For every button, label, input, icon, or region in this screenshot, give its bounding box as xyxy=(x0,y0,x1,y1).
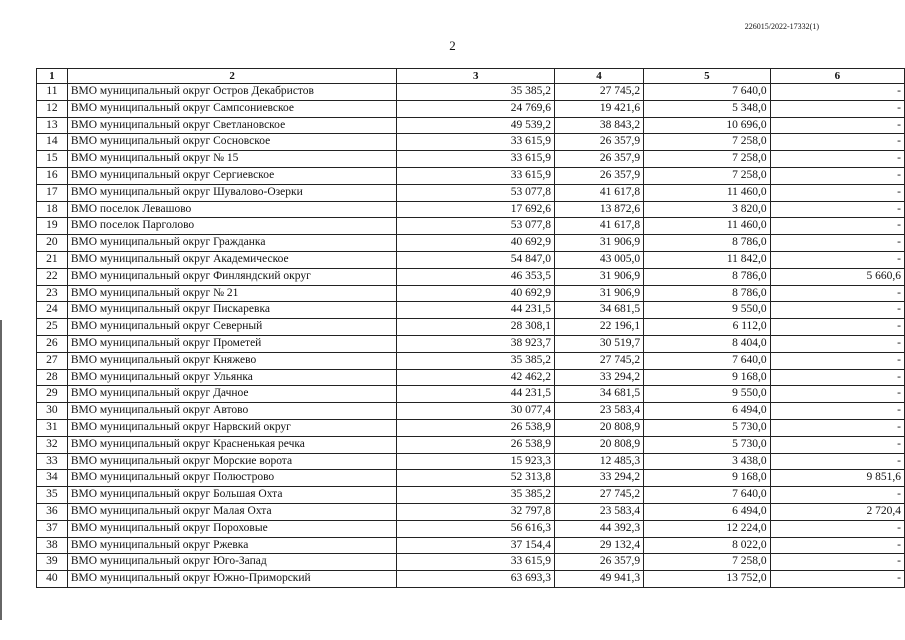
col-6-value-cell: - xyxy=(770,386,904,403)
col-3-value-cell: 33 615,9 xyxy=(397,167,555,184)
col-5-value-cell: 11 460,0 xyxy=(644,218,771,235)
col-3-value-cell: 32 797,8 xyxy=(397,503,555,520)
municipality-name-cell: ВМО муниципальный округ Южно-Приморский xyxy=(67,571,397,588)
header-col-4: 4 xyxy=(555,69,644,84)
col-4-value-cell: 29 132,4 xyxy=(555,537,644,554)
document-number: 226015/2022-17332(1) xyxy=(744,22,819,31)
col-6-value-cell: - xyxy=(770,419,904,436)
row-number-cell: 30 xyxy=(37,403,68,420)
row-number-cell: 19 xyxy=(37,218,68,235)
col-5-value-cell: 12 224,0 xyxy=(644,520,771,537)
row-number-cell: 40 xyxy=(37,571,68,588)
col-6-value-cell: - xyxy=(770,302,904,319)
col-4-value-cell: 41 617,8 xyxy=(555,184,644,201)
row-number-cell: 20 xyxy=(37,235,68,252)
col-4-value-cell: 27 745,2 xyxy=(555,84,644,101)
col-4-value-cell: 27 745,2 xyxy=(555,487,644,504)
col-6-value-cell: - xyxy=(770,520,904,537)
row-number-cell: 37 xyxy=(37,520,68,537)
col-4-value-cell: 27 745,2 xyxy=(555,352,644,369)
col-5-value-cell: 5 730,0 xyxy=(644,419,771,436)
header-col-1: 1 xyxy=(37,69,68,84)
municipality-name-cell: ВМО муниципальный округ Юго-Запад xyxy=(67,554,397,571)
municipality-name-cell: ВМО муниципальный округ Полюстрово xyxy=(67,470,397,487)
municipality-name-cell: ВМО муниципальный округ Ульянка xyxy=(67,369,397,386)
col-6-value-cell: - xyxy=(770,537,904,554)
table-row xyxy=(37,235,905,252)
col-6-value-cell: - xyxy=(770,251,904,268)
col-6-value-cell: - xyxy=(770,352,904,369)
col-4-value-cell: 31 906,9 xyxy=(555,268,644,285)
municipality-name-cell: ВМО муниципальный округ Ржевка xyxy=(67,537,397,554)
page-number: 2 xyxy=(449,38,456,53)
table-row xyxy=(37,503,905,520)
col-3-value-cell: 35 385,2 xyxy=(397,84,555,101)
table-body xyxy=(37,84,905,588)
col-5-value-cell: 9 168,0 xyxy=(644,470,771,487)
col-4-value-cell: 33 294,2 xyxy=(555,470,644,487)
col-5-value-cell: 7 258,0 xyxy=(644,554,771,571)
header-col-5: 5 xyxy=(644,69,771,84)
col-6-value-cell: - xyxy=(770,335,904,352)
col-4-value-cell: 34 681,5 xyxy=(555,386,644,403)
header-col-3: 3 xyxy=(397,69,555,84)
municipality-name-cell: ВМО муниципальный округ Малая Охта xyxy=(67,503,397,520)
col-6-value-cell: - xyxy=(770,151,904,168)
col-3-value-cell: 53 077,8 xyxy=(397,184,555,201)
table-row xyxy=(37,268,905,285)
municipality-name-cell: ВМО муниципальный округ № 15 xyxy=(67,151,397,168)
col-5-value-cell: 6 112,0 xyxy=(644,319,771,336)
row-number-cell: 39 xyxy=(37,554,68,571)
col-4-value-cell: 26 357,9 xyxy=(555,134,644,151)
row-number-cell: 15 xyxy=(37,151,68,168)
table-row xyxy=(37,201,905,218)
col-4-value-cell: 34 681,5 xyxy=(555,302,644,319)
table-row xyxy=(37,419,905,436)
col-4-value-cell: 20 808,9 xyxy=(555,436,644,453)
col-6-value-cell: - xyxy=(770,201,904,218)
municipality-name-cell: ВМО муниципальный округ № 21 xyxy=(67,285,397,302)
col-5-value-cell: 7 258,0 xyxy=(644,134,771,151)
col-3-value-cell: 46 353,5 xyxy=(397,268,555,285)
col-6-value-cell: - xyxy=(770,554,904,571)
data-table xyxy=(36,68,905,588)
col-6-value-cell: 2 720,4 xyxy=(770,503,904,520)
row-number-cell: 25 xyxy=(37,319,68,336)
col-6-value-cell: - xyxy=(770,100,904,117)
col-3-value-cell: 26 538,9 xyxy=(397,436,555,453)
row-number-cell: 16 xyxy=(37,167,68,184)
header-col-2: 2 xyxy=(67,69,397,84)
col-3-value-cell: 15 923,3 xyxy=(397,453,555,470)
table-row xyxy=(37,167,905,184)
col-3-value-cell: 52 313,8 xyxy=(397,470,555,487)
municipality-name-cell: ВМО муниципальный округ Шувалово-Озерки xyxy=(67,184,397,201)
row-number-cell: 36 xyxy=(37,503,68,520)
col-6-value-cell: - xyxy=(770,285,904,302)
col-6-value-cell: - xyxy=(770,218,904,235)
col-4-value-cell: 26 357,9 xyxy=(555,151,644,168)
col-4-value-cell: 49 941,3 xyxy=(555,571,644,588)
header-col-6: 6 xyxy=(770,69,904,84)
col-4-value-cell: 26 357,9 xyxy=(555,167,644,184)
row-number-cell: 31 xyxy=(37,419,68,436)
table-row xyxy=(37,319,905,336)
col-3-value-cell: 17 692,6 xyxy=(397,201,555,218)
col-6-value-cell: - xyxy=(770,167,904,184)
col-3-value-cell: 38 923,7 xyxy=(397,335,555,352)
col-5-value-cell: 8 786,0 xyxy=(644,235,771,252)
municipality-name-cell: ВМО муниципальный округ Пискаревка xyxy=(67,302,397,319)
table-row xyxy=(37,571,905,588)
table-row xyxy=(37,386,905,403)
table-row xyxy=(37,218,905,235)
row-number-cell: 13 xyxy=(37,117,68,134)
row-number-cell: 38 xyxy=(37,537,68,554)
col-6-value-cell: - xyxy=(770,571,904,588)
row-number-cell: 22 xyxy=(37,268,68,285)
municipality-name-cell: ВМО муниципальный округ Автово xyxy=(67,403,397,420)
row-number-cell: 35 xyxy=(37,487,68,504)
col-5-value-cell: 8 786,0 xyxy=(644,285,771,302)
col-4-value-cell: 23 583,4 xyxy=(555,403,644,420)
municipality-name-cell: ВМО поселок Левашово xyxy=(67,201,397,218)
table-row xyxy=(37,537,905,554)
col-6-value-cell: - xyxy=(770,117,904,134)
municipality-name-cell: ВМО муниципальный округ Финляндский округ xyxy=(67,268,397,285)
col-5-value-cell: 10 696,0 xyxy=(644,117,771,134)
col-3-value-cell: 37 154,4 xyxy=(397,537,555,554)
municipality-name-cell: ВМО муниципальный округ Дачное xyxy=(67,386,397,403)
table-row xyxy=(37,369,905,386)
row-number-cell: 26 xyxy=(37,335,68,352)
municipality-name-cell: ВМО муниципальный округ Сампсониевское xyxy=(67,100,397,117)
col-6-value-cell: - xyxy=(770,84,904,101)
col-5-value-cell: 8 404,0 xyxy=(644,335,771,352)
col-4-value-cell: 33 294,2 xyxy=(555,369,644,386)
row-number-cell: 32 xyxy=(37,436,68,453)
col-4-value-cell: 30 519,7 xyxy=(555,335,644,352)
col-3-value-cell: 49 539,2 xyxy=(397,117,555,134)
col-4-value-cell: 23 583,4 xyxy=(555,503,644,520)
col-4-value-cell: 43 005,0 xyxy=(555,251,644,268)
col-3-value-cell: 26 538,9 xyxy=(397,419,555,436)
row-number-cell: 17 xyxy=(37,184,68,201)
col-5-value-cell: 7 640,0 xyxy=(644,487,771,504)
col-5-value-cell: 7 640,0 xyxy=(644,84,771,101)
row-number-cell: 24 xyxy=(37,302,68,319)
col-5-value-cell: 6 494,0 xyxy=(644,403,771,420)
table-row xyxy=(37,251,905,268)
col-4-value-cell: 13 872,6 xyxy=(555,201,644,218)
col-5-value-cell: 8 786,0 xyxy=(644,268,771,285)
municipality-name-cell: ВМО муниципальный округ Сосновское xyxy=(67,134,397,151)
municipality-name-cell: ВМО муниципальный округ Остров Декабристов xyxy=(67,84,397,101)
col-5-value-cell: 3 438,0 xyxy=(644,453,771,470)
table-row xyxy=(37,134,905,151)
col-4-value-cell: 31 906,9 xyxy=(555,235,644,252)
col-3-value-cell: 33 615,9 xyxy=(397,134,555,151)
col-6-value-cell: - xyxy=(770,453,904,470)
municipality-name-cell: ВМО муниципальный округ Северный xyxy=(67,319,397,336)
row-number-cell: 23 xyxy=(37,285,68,302)
table-row xyxy=(37,554,905,571)
table-row xyxy=(37,436,905,453)
col-5-value-cell: 9 550,0 xyxy=(644,302,771,319)
col-4-value-cell: 20 808,9 xyxy=(555,419,644,436)
col-3-value-cell: 40 692,9 xyxy=(397,235,555,252)
col-4-value-cell: 31 906,9 xyxy=(555,285,644,302)
municipality-name-cell: ВМО муниципальный округ Красненькая речка xyxy=(67,436,397,453)
col-5-value-cell: 6 494,0 xyxy=(644,503,771,520)
col-6-value-cell: 5 660,6 xyxy=(770,268,904,285)
table-row xyxy=(37,100,905,117)
col-5-value-cell: 7 640,0 xyxy=(644,352,771,369)
col-6-value-cell: - xyxy=(770,184,904,201)
municipality-name-cell: ВМО муниципальный округ Светлановское xyxy=(67,117,397,134)
municipality-name-cell: ВМО муниципальный округ Академическое xyxy=(67,251,397,268)
row-number-cell: 18 xyxy=(37,201,68,218)
row-number-cell: 11 xyxy=(37,84,68,101)
municipality-name-cell: ВМО муниципальный округ Большая Охта xyxy=(67,487,397,504)
col-3-value-cell: 40 692,9 xyxy=(397,285,555,302)
table-row xyxy=(37,453,905,470)
row-number-cell: 29 xyxy=(37,386,68,403)
row-number-cell: 12 xyxy=(37,100,68,117)
col-6-value-cell: - xyxy=(770,134,904,151)
municipality-name-cell: ВМО муниципальный округ Морские ворота xyxy=(67,453,397,470)
municipality-name-cell: ВМО поселок Парголово xyxy=(67,218,397,235)
col-6-value-cell: - xyxy=(770,403,904,420)
col-3-value-cell: 35 385,2 xyxy=(397,352,555,369)
col-6-value-cell: - xyxy=(770,436,904,453)
col-5-value-cell: 9 550,0 xyxy=(644,386,771,403)
col-5-value-cell: 3 820,0 xyxy=(644,201,771,218)
table-row xyxy=(37,335,905,352)
col-5-value-cell: 5 348,0 xyxy=(644,100,771,117)
table-row xyxy=(37,487,905,504)
col-3-value-cell: 63 693,3 xyxy=(397,571,555,588)
col-3-value-cell: 33 615,9 xyxy=(397,151,555,168)
table-row xyxy=(37,151,905,168)
col-5-value-cell: 8 022,0 xyxy=(644,537,771,554)
municipality-name-cell: ВМО муниципальный округ Пороховые xyxy=(67,520,397,537)
col-4-value-cell: 22 196,1 xyxy=(555,319,644,336)
col-4-value-cell: 41 617,8 xyxy=(555,218,644,235)
col-3-value-cell: 28 308,1 xyxy=(397,319,555,336)
table-row xyxy=(37,184,905,201)
col-5-value-cell: 11 842,0 xyxy=(644,251,771,268)
col-4-value-cell: 12 485,3 xyxy=(555,453,644,470)
municipality-name-cell: ВМО муниципальный округ Княжево xyxy=(67,352,397,369)
table-row xyxy=(37,84,905,101)
col-3-value-cell: 33 615,9 xyxy=(397,554,555,571)
col-3-value-cell: 42 462,2 xyxy=(397,369,555,386)
col-3-value-cell: 35 385,2 xyxy=(397,487,555,504)
col-5-value-cell: 11 460,0 xyxy=(644,184,771,201)
col-5-value-cell: 13 752,0 xyxy=(644,571,771,588)
col-4-value-cell: 26 357,9 xyxy=(555,554,644,571)
row-number-cell: 21 xyxy=(37,251,68,268)
municipality-name-cell: ВМО муниципальный округ Прометей xyxy=(67,335,397,352)
header-row xyxy=(37,69,905,84)
col-3-value-cell: 54 847,0 xyxy=(397,251,555,268)
municipality-name-cell: ВМО муниципальный округ Нарвский округ xyxy=(67,419,397,436)
row-number-cell: 14 xyxy=(37,134,68,151)
col-3-value-cell: 44 231,5 xyxy=(397,302,555,319)
table-row xyxy=(37,117,905,134)
col-3-value-cell: 24 769,6 xyxy=(397,100,555,117)
table-row xyxy=(37,520,905,537)
municipality-name-cell: ВМО муниципальный округ Гражданка xyxy=(67,235,397,252)
table-row xyxy=(37,352,905,369)
col-6-value-cell: - xyxy=(770,369,904,386)
col-4-value-cell: 19 421,6 xyxy=(555,100,644,117)
col-4-value-cell: 38 843,2 xyxy=(555,117,644,134)
col-5-value-cell: 5 730,0 xyxy=(644,436,771,453)
col-5-value-cell: 7 258,0 xyxy=(644,167,771,184)
table-row xyxy=(37,403,905,420)
col-3-value-cell: 30 077,4 xyxy=(397,403,555,420)
row-number-cell: 27 xyxy=(37,352,68,369)
page-edge-line xyxy=(0,320,2,620)
table-row xyxy=(37,285,905,302)
col-5-value-cell: 9 168,0 xyxy=(644,369,771,386)
table-row xyxy=(37,302,905,319)
col-6-value-cell: - xyxy=(770,235,904,252)
col-6-value-cell: - xyxy=(770,319,904,336)
col-6-value-cell: 9 851,6 xyxy=(770,470,904,487)
col-3-value-cell: 53 077,8 xyxy=(397,218,555,235)
col-6-value-cell: - xyxy=(770,487,904,504)
col-5-value-cell: 7 258,0 xyxy=(644,151,771,168)
table-row xyxy=(37,470,905,487)
row-number-cell: 28 xyxy=(37,369,68,386)
row-number-cell: 33 xyxy=(37,453,68,470)
col-4-value-cell: 44 392,3 xyxy=(555,520,644,537)
col-3-value-cell: 44 231,5 xyxy=(397,386,555,403)
row-number-cell: 34 xyxy=(37,470,68,487)
municipality-name-cell: ВМО муниципальный округ Сергиевское xyxy=(67,167,397,184)
col-3-value-cell: 56 616,3 xyxy=(397,520,555,537)
